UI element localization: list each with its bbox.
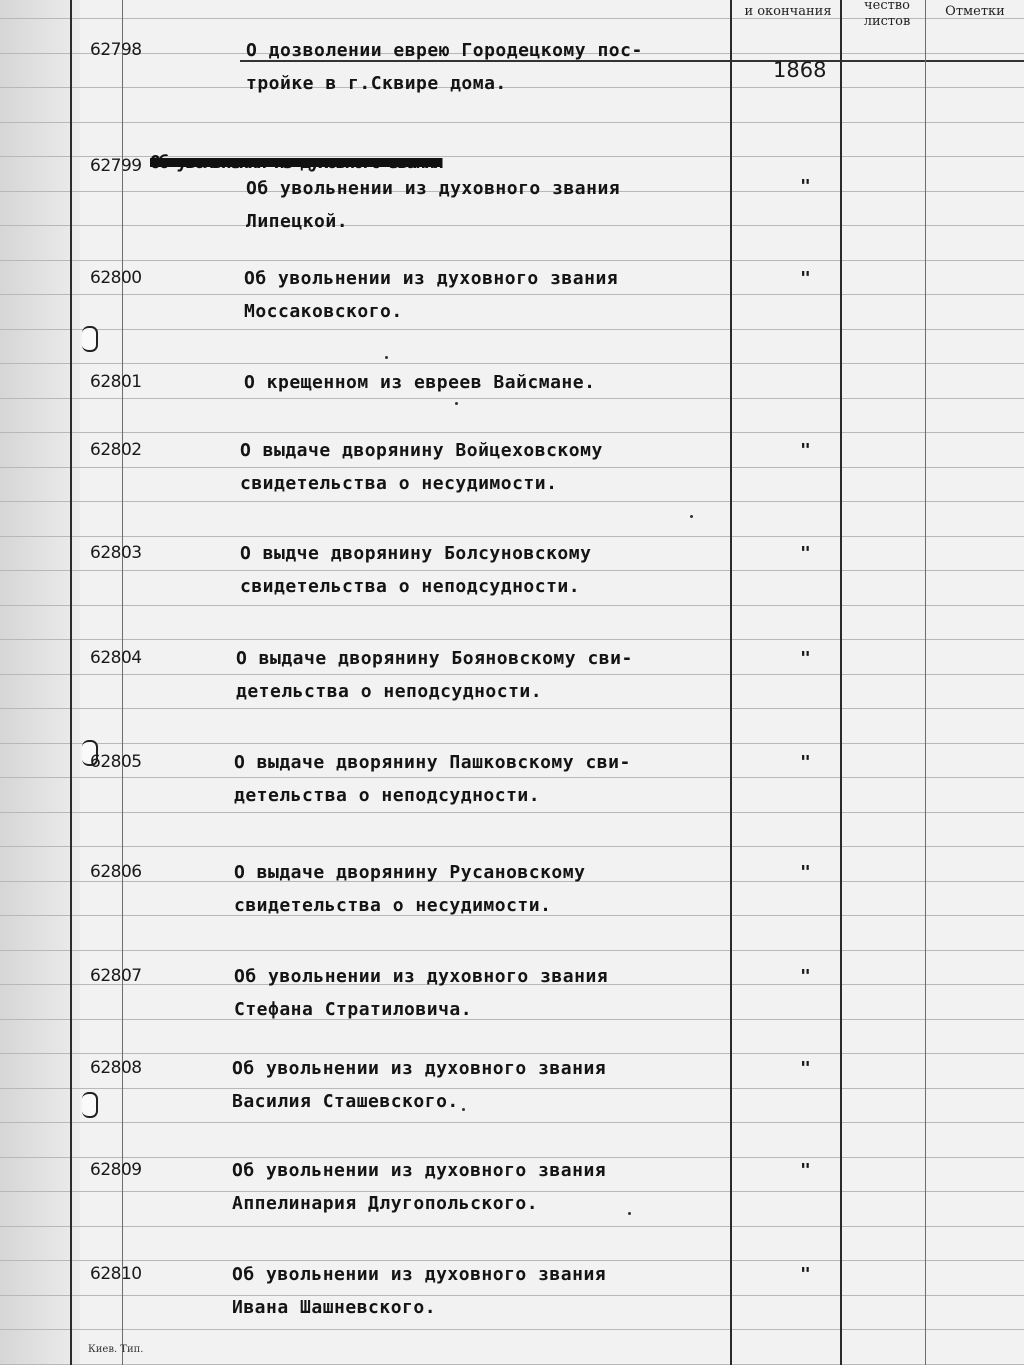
record-title-line: Об увольнении из духовного звания xyxy=(232,1264,607,1285)
record-title xyxy=(232,1258,732,1324)
punch-hole xyxy=(82,1092,98,1118)
record-title-line: свидетельства о несудимости. xyxy=(240,473,558,494)
record-title xyxy=(246,34,746,100)
year-value: 1868 xyxy=(773,58,827,82)
printer-footer: Киев. Тип. xyxy=(88,1344,144,1355)
header-dates: и окончания xyxy=(744,4,832,19)
record-title xyxy=(234,856,734,922)
record-title-line: О выдче дворянину Болсуновскому xyxy=(240,543,592,564)
ditto-mark: " xyxy=(800,1264,811,1285)
record-number: 62810 xyxy=(90,1264,142,1284)
ditto-mark: " xyxy=(800,543,811,564)
record-title-line: Моссаковского. xyxy=(244,301,403,322)
ditto-mark: " xyxy=(800,440,811,461)
ditto-mark: " xyxy=(800,1160,811,1181)
ink-speck xyxy=(455,402,458,405)
ditto-mark: " xyxy=(800,966,811,987)
record-title xyxy=(240,537,740,603)
record-number: 62809 xyxy=(90,1160,142,1180)
record-title-line: свидетельства о неподсудности. xyxy=(240,576,581,597)
ink-speck xyxy=(690,515,693,518)
record-title-line: О дозволении еврею Городецкому пос- xyxy=(246,40,643,61)
struck-out-text: Об увольнении из духовного звания xyxy=(150,152,442,173)
header-notes: Отметки xyxy=(945,4,1005,19)
record-number: 62803 xyxy=(90,543,142,563)
ditto-mark: " xyxy=(800,648,811,669)
ruled-line xyxy=(0,329,1024,330)
ditto-mark: " xyxy=(800,268,811,289)
record-title xyxy=(236,642,736,708)
ruled-line xyxy=(0,260,1024,261)
record-number: 62804 xyxy=(90,648,142,668)
record-title-line: Об увольнении из духовного звания xyxy=(246,178,621,199)
ruled-line xyxy=(0,605,1024,606)
ink-speck xyxy=(385,356,388,359)
ruled-line xyxy=(0,1122,1024,1123)
record-title xyxy=(232,1154,732,1220)
record-title-line: тройке в г.Сквире дома. xyxy=(246,73,507,94)
ruled-line xyxy=(0,846,1024,847)
record-title xyxy=(234,746,734,812)
ink-speck xyxy=(628,1212,631,1215)
record-number: 62800 xyxy=(90,268,142,288)
ruled-line xyxy=(0,1226,1024,1227)
record-number: 62808 xyxy=(90,1058,142,1078)
record-title-line: О выдаче дворянину Бояновскому сви- xyxy=(236,648,633,669)
record-title xyxy=(244,366,744,399)
ruled-line xyxy=(0,122,1024,123)
record-title xyxy=(244,262,744,328)
ruled-line xyxy=(0,708,1024,709)
ruled-line xyxy=(0,812,1024,813)
record-title-line: Об увольнении из духовного звания xyxy=(234,966,609,987)
record-number: 62801 xyxy=(90,372,142,392)
record-title-line: Липецкой. xyxy=(246,211,349,232)
record-title-line: Василия Сташевского. xyxy=(232,1091,459,1112)
ruled-line xyxy=(0,501,1024,502)
record-number: 62806 xyxy=(90,862,142,882)
record-title-line: О выдаче дворянину Русановскому xyxy=(234,862,586,883)
record-title-line: Ивана Шашневского. xyxy=(232,1297,437,1318)
record-title-line: Об увольнении из духовного звания xyxy=(244,268,619,289)
ruled-line xyxy=(0,639,1024,640)
record-title xyxy=(240,434,740,500)
record-title xyxy=(232,1052,732,1118)
punch-hole xyxy=(82,326,98,352)
header-sheets: чество листов xyxy=(863,0,911,29)
ditto-mark: " xyxy=(800,752,811,773)
record-title-line: детельства о неподсудности. xyxy=(236,681,543,702)
sheets-column-line xyxy=(925,0,926,1365)
record-title-line: детельства о неподсудности. xyxy=(234,785,541,806)
record-title-line: Об увольнении из духовного звания xyxy=(232,1058,607,1079)
ditto-mark: " xyxy=(800,862,811,883)
ink-speck xyxy=(462,1108,465,1111)
record-title xyxy=(234,960,734,1026)
record-number: 62799 xyxy=(90,156,142,176)
record-number: 62798 xyxy=(90,40,142,60)
record-title-line: О выдаче дворянину Войцеховскому xyxy=(240,440,603,461)
record-title-line: О выдаче дворянину Пашковскому сви- xyxy=(234,752,631,773)
ruled-line xyxy=(0,950,1024,951)
record-number: 62807 xyxy=(90,966,142,986)
ruled-line xyxy=(0,432,1024,433)
record-title-line: свидетельства о несудимости. xyxy=(234,895,552,916)
struck-out-line xyxy=(150,152,620,174)
record-title-line: Об увольнении из духовного звания xyxy=(232,1160,607,1181)
margin-line xyxy=(70,0,72,1365)
record-title-line: Стефана Стратиловича. xyxy=(234,999,473,1020)
dates-column-line xyxy=(840,0,842,1365)
record-number: 62802 xyxy=(90,440,142,460)
page-binding-shadow xyxy=(0,0,80,1365)
ruled-line xyxy=(0,363,1024,364)
ditto-mark: " xyxy=(800,1058,811,1079)
record-title-line: О крещенном из евреев Вайсмане. xyxy=(244,372,596,393)
record-number: 62805 xyxy=(90,752,142,772)
ruled-line xyxy=(0,1329,1024,1330)
record-title-line: Аппелинария Длугопольского. xyxy=(232,1193,539,1214)
ruled-line xyxy=(0,743,1024,744)
ditto-mark: " xyxy=(800,176,811,197)
record-title xyxy=(246,172,746,238)
